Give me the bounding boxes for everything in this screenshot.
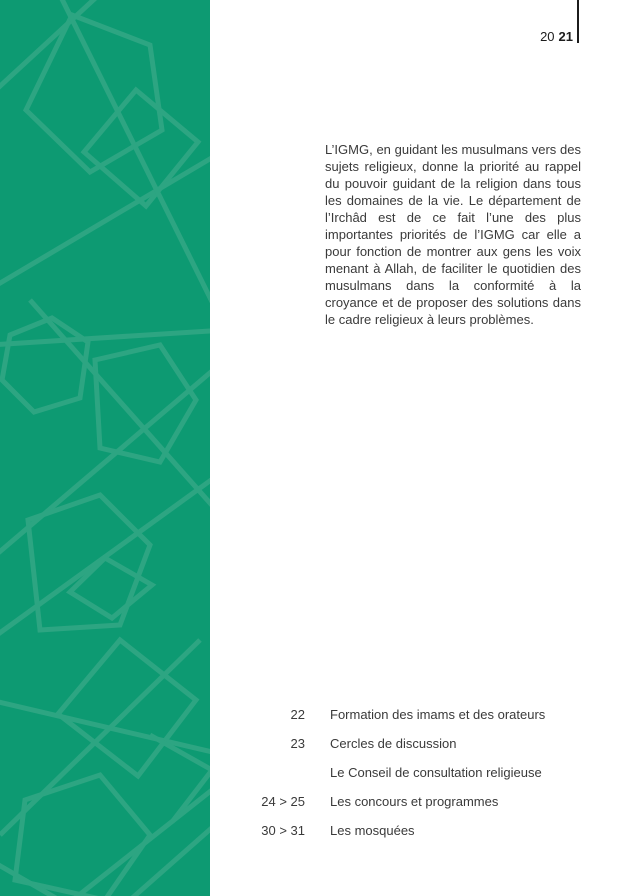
page-numbers [540, 30, 573, 44]
toc-page-number: 23 [290, 736, 305, 751]
toc-page-number: 24 > 25 [261, 794, 305, 809]
header-divider-line [577, 0, 579, 43]
toc-label: Cercles de discussion [330, 736, 457, 751]
geometric-pattern [0, 0, 210, 896]
toc-page-number: 30 > 31 [261, 823, 305, 838]
toc-label: Le Conseil de consultation religieuse [330, 765, 542, 780]
decorative-pattern-panel [0, 0, 210, 896]
toc-page-number: 22 [290, 707, 305, 722]
page-number-right: 21 [558, 29, 573, 44]
intro-paragraph: L’IGMG, en guidant les musulmans vers des sujets religieux, donne la priorité au rappel du pouvoir guidant de la religion dans tous les domaines de la vie. Le département de l’Irchâd est de ce fait l’une des plus importantes priorités de l’IGMG car elle a pour fonction de montrer aux gens les voix menant à Allah, de faciliter le quotidien des musulmans dans la conformité à la croyance et de proposer des solutions dans le cadre religieux à leurs problèmes. [325, 142, 581, 327]
toc-row [230, 787, 610, 816]
toc-row [230, 729, 610, 758]
toc-list [230, 700, 610, 845]
toc-row [230, 758, 610, 787]
toc-row [230, 816, 610, 845]
toc-label: Les mosquées [330, 823, 415, 838]
toc-label: Les concours et programmes [330, 794, 499, 809]
toc-row [230, 700, 610, 729]
toc-label: Formation des imams et des orateurs [330, 707, 546, 722]
page-number-left: 20 [540, 29, 555, 44]
